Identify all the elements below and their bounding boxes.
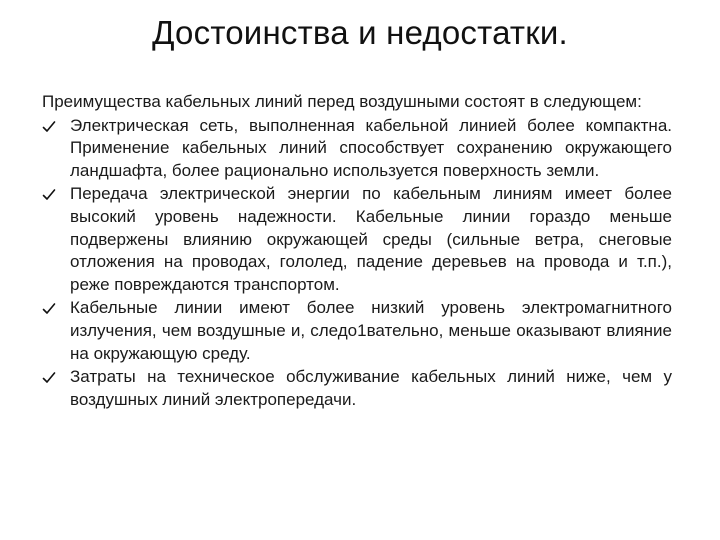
list-item <box>42 183 672 296</box>
bullet-text: Передача электрической энергии по кабельным линиям имеет более высокий уровень надежности. Кабельные линии гораздо меньше подвержены влиянию окружающей среды (сильные ветра, снеговые отложения на проводах, гололед, падение деревьев на провода и т.п.), реже повреждаются транспортом. <box>70 184 672 294</box>
checkmark-icon <box>42 371 56 385</box>
bullet-text: Кабельные линии имеют более низкий уровень электромагнитного излучения, чем воздушные и, следо1вательно, меньше оказывают влияние на окружающую среду. <box>70 298 672 363</box>
checkmark-icon <box>42 188 56 202</box>
bullet-text: Электрическая сеть, выполненная кабельной линией более компактна. Применение кабельных линий способствует сохранению окружающего ландшафта, более рационально используется поверхность земли. <box>70 115 672 180</box>
bullet-list <box>42 115 672 412</box>
checkmark-icon <box>42 302 56 316</box>
list-item <box>42 366 672 411</box>
intro-text: Преимущества кабельных линий перед воздушными состоят в следующем: <box>42 92 642 111</box>
slide-title: Достоинства и недостатки. <box>152 14 568 51</box>
checkmark-icon <box>42 120 56 134</box>
bullet-text: Затраты на техническое обслуживание кабельных линий ниже, чем у воздушных линий электропередачи. <box>70 367 672 409</box>
list-item <box>42 115 672 183</box>
slide-body <box>42 91 672 412</box>
list-item <box>42 297 672 365</box>
